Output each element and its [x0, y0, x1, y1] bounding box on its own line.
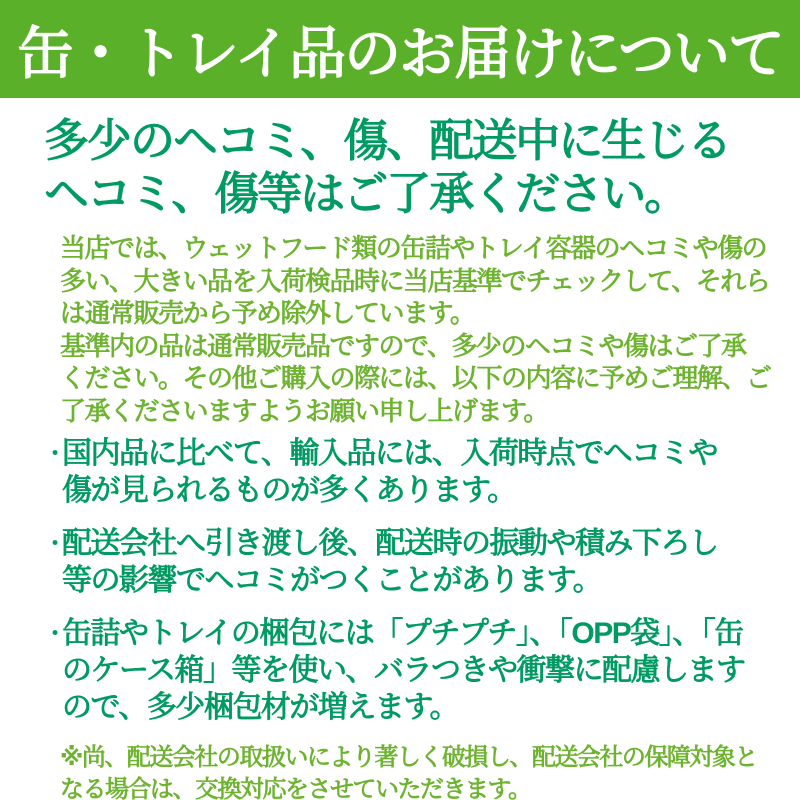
bullet-3-line-1: 缶詰やトレイの梱包には「プチプチ」、「OPP袋」、「缶 — [62, 617, 743, 650]
bullet-text — [62, 525, 718, 599]
subheading-line-1: 多少のヘコミ、傷、配送中に生じる — [44, 115, 731, 166]
note-line-2: なる場合は、交換対応をさせていただきます。 — [60, 776, 531, 800]
bullet-list — [0, 435, 800, 726]
bullet-3-line-3: ので、多少梱包材が増えます。 — [62, 691, 458, 724]
banner — [0, 0, 800, 98]
bullet-1-line-1: 国内品に比べて、輸入品には、入荷時点でヘコミや — [62, 437, 717, 470]
bullet-item-packing-materials — [44, 615, 800, 726]
intro-line-2: 多い、大きい品を入荷検品時に当店基準でチェックして、それら — [60, 265, 770, 296]
bullet-2-line-1: 配送会社へ引き渡し後、配送時の振動や積み下ろし — [62, 527, 718, 560]
note-line-1: ※尚、配送会社の取扱いにより著しく破損し、配送会社の保障対象と — [60, 744, 757, 771]
bullet-marker: ・ — [44, 441, 65, 466]
bullet-marker: ・ — [44, 621, 65, 646]
page-title: 缶・トレイ品のお届けについて — [16, 22, 783, 86]
bullet-item-shipping-dents — [44, 525, 800, 599]
bullet-text — [62, 615, 745, 726]
intro-line-3: は通常販売から予め除外しています。 — [60, 298, 475, 328]
damage-exchange-note — [0, 742, 800, 800]
intro-line-4: 基準内の品は通常販売品ですので、多少のヘコミや傷はご了承 — [60, 330, 746, 361]
subheading — [0, 98, 800, 220]
bullet-2-line-2: 等の影響でヘコミがつくことがあります。 — [62, 564, 602, 597]
bullet-text — [62, 435, 717, 509]
intro-line-1: 当店では、ウェットフード類の缶詰やトレイ容器のヘコミや傷の — [60, 233, 767, 263]
intro-line-5: ください。その他ご購入の際には、以下の内容に予めご理解、ご — [60, 363, 771, 393]
bullet-item-imported-goods — [44, 435, 800, 509]
bullet-marker: ・ — [44, 531, 65, 556]
intro-paragraph — [0, 232, 800, 427]
subheading-line-2: ヘコミ、傷等はご了承ください。 — [44, 168, 688, 219]
bullet-3-line-2: のケース箱」等を使い、バラつきや衝撃に配慮します — [62, 654, 745, 687]
bullet-1-line-2: 傷が見られるものが多くあります。 — [62, 474, 516, 507]
intro-line-6: 了承くださいますようお願い申し上げます。 — [60, 395, 548, 426]
